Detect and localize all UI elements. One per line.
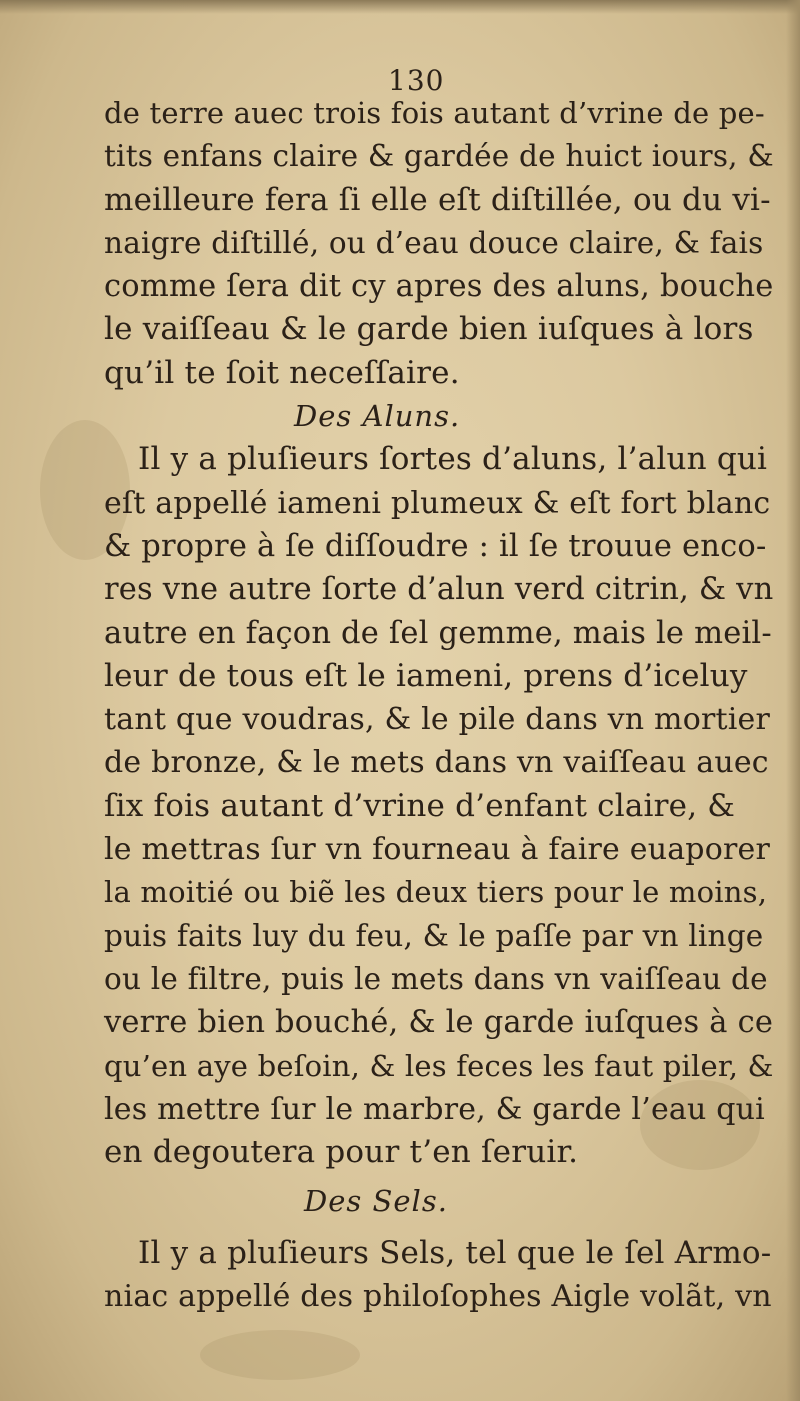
text-line: res vne autre ſorte d’alun verd citrin, & vn — [104, 572, 774, 608]
text-line: naigre diſtillé, ou d’eau douce claire, & fais — [104, 225, 764, 260]
section-heading: Des Sels. — [304, 1184, 448, 1219]
text-line: tits enfans claire & gardée de huict iours, & — [104, 139, 774, 174]
text-line: le vaiſſeau & le garde bien iuſques à lors — [104, 311, 754, 348]
page-right-edge — [786, 0, 800, 1401]
text-line: niac appellé des philoſophes Aigle volãt, vn — [104, 1279, 772, 1315]
text-line: comme ſera dit cy apres des aluns, bouche — [104, 269, 774, 305]
text-line: autre en façon de ſel gemme, mais le meil- — [104, 615, 772, 651]
page-top-edge — [0, 0, 800, 14]
text-line: ſix fois autant d’vrine d’enfant claire, & — [104, 787, 736, 824]
text-line: Il y a pluſieurs Sels, tel que le ſel Armo- — [138, 1234, 772, 1271]
text-line: les mettre ſur le marbre, & garde l’eau qui — [104, 1091, 765, 1127]
section-heading: Des Aluns. — [294, 399, 461, 434]
text-block — [104, 92, 774, 1318]
text-line: Il y a pluſieurs ſortes d’aluns, l’alun qui — [138, 441, 768, 478]
text-line: de terre auec trois fois autant d’vrine de pe- — [104, 96, 765, 130]
paper-stain — [200, 1330, 360, 1380]
text-line: verre bien bouché, & le garde iuſques à ce — [104, 1005, 774, 1041]
text-line: le mettras ſur vn fourneau à faire euaporer — [104, 832, 771, 868]
page-number: 130 — [388, 64, 445, 97]
text-line: en degoutera pour t’en ſeruir. — [104, 1134, 579, 1171]
text-line: eſt appellé iameni plumeux & eſt fort blanc — [104, 485, 771, 521]
spacer — [104, 1224, 774, 1232]
text-line: la moitié ou biẽ les deux tiers pour le moins, — [104, 875, 768, 910]
text-line: de bronze, & le mets dans vn vaiſſeau auec — [104, 745, 769, 781]
text-line: & propre à ſe diſſoudre : il ſe trouue enco- — [104, 528, 767, 564]
text-line: qu’en aye beſoin, & les feces les faut piler, & — [104, 1048, 774, 1083]
text-line: qu’il te ſoit neceſſaire. — [104, 354, 460, 391]
text-line: ou le filtre, puis le mets dans vn vaiſſeau de — [104, 961, 768, 996]
text-line: leur de tous eſt le iameni, prens d’iceluy — [104, 657, 748, 694]
text-line: meilleure fera ſi elle eſt diſtillée, ou du vi- — [104, 181, 771, 218]
text-line: tant que voudras, & le pile dans vn mortier — [104, 702, 771, 738]
text-line: puis faits luy du feu, & le paſſe par vn linge — [104, 918, 764, 953]
